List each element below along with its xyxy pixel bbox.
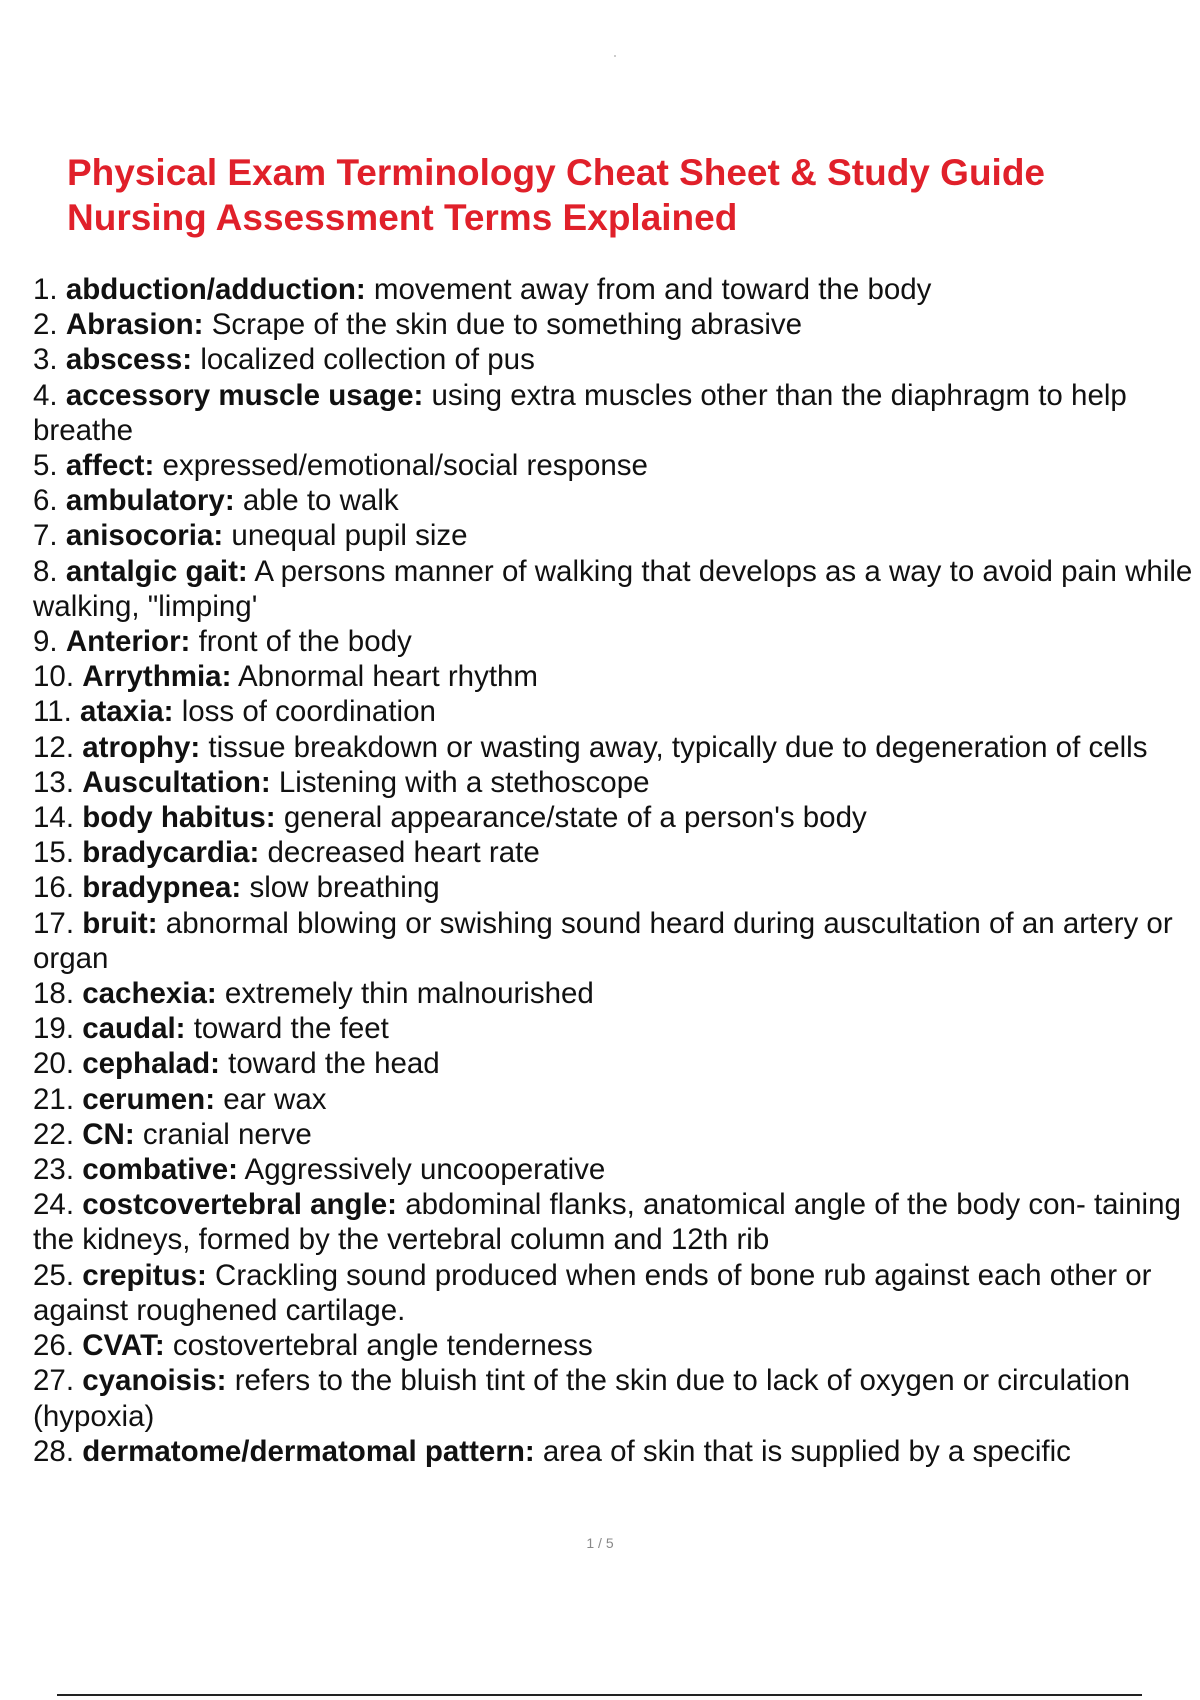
term-number: 23. — [33, 1153, 75, 1187]
term-number: 18. — [33, 977, 75, 1011]
term-name: affect: — [65, 449, 155, 483]
term-definition: area of skin that is supplied by a specific — [542, 1434, 1071, 1468]
list-item — [33, 342, 1198, 377]
term-name: caudal: — [82, 1012, 186, 1046]
term-number: 10. — [33, 660, 75, 694]
term-name: dermatome/dermatomal pattern: — [82, 1434, 535, 1468]
list-item — [33, 1434, 1198, 1469]
term-number: 16. — [33, 871, 75, 905]
term-number: 26. — [33, 1329, 75, 1363]
term-number: 3. — [33, 343, 58, 377]
term-number: 25. — [33, 1258, 75, 1292]
term-definition: Listening with a stethoscope — [278, 765, 650, 799]
list-item — [33, 1117, 1198, 1152]
term-definition: general appearance/state of a person's body — [283, 801, 867, 835]
list-item — [33, 1363, 1198, 1433]
list-item — [33, 554, 1198, 624]
list-item — [33, 800, 1198, 835]
term-definition: toward the feet — [193, 1012, 389, 1046]
list-item — [33, 378, 1198, 448]
term-number: 6. — [33, 484, 58, 518]
term-name: bradypnea: — [82, 871, 242, 905]
list-item — [33, 730, 1198, 765]
term-name: Anterior: — [65, 625, 191, 659]
term-name: ambulatory: — [65, 484, 235, 518]
list-item — [33, 272, 1198, 307]
term-name: CVAT: — [82, 1329, 165, 1363]
term-name: Arrythmia: — [82, 660, 232, 694]
list-item — [33, 906, 1198, 976]
list-item — [33, 659, 1198, 694]
term-definition: loss of coordination — [181, 695, 436, 729]
term-definition: toward the head — [228, 1047, 440, 1081]
term-definition: able to walk — [242, 484, 399, 518]
term-number: 12. — [33, 730, 75, 764]
term-number: 28. — [33, 1434, 75, 1468]
list-item — [33, 1152, 1198, 1187]
term-definition: costovertebral angle tenderness — [172, 1329, 593, 1363]
term-number: 24. — [33, 1188, 75, 1222]
term-definition: localized collection of pus — [200, 343, 535, 377]
term-definition: extremely thin malnourished — [224, 977, 594, 1011]
term-definition: Crackling sound produced when ends of bone rub against each other or against roughened cartilage. — [33, 1258, 1152, 1327]
list-item — [33, 1046, 1198, 1081]
page-number: 1 / 5 — [586, 1535, 614, 1551]
term-number: 21. — [33, 1082, 75, 1116]
list-item — [33, 448, 1198, 483]
term-name: combative: — [82, 1153, 238, 1187]
list-item — [33, 1187, 1198, 1257]
term-definition: using extra muscles other than the diaphragm to help breathe — [33, 378, 1127, 447]
term-number: 14. — [33, 801, 75, 835]
term-definition: movement away from and toward the body — [373, 273, 932, 306]
term-definition: decreased heart rate — [267, 836, 540, 870]
term-number: 17. — [33, 906, 75, 940]
term-name: anisocoria: — [65, 519, 224, 553]
list-item — [33, 835, 1198, 870]
term-number: 27. — [33, 1364, 75, 1398]
list-item — [33, 765, 1198, 800]
term-name: cachexia: — [82, 977, 217, 1011]
list-item — [33, 624, 1198, 659]
term-number: 4. — [33, 378, 58, 412]
term-number: 9. — [33, 625, 58, 659]
term-number: 11. — [33, 695, 72, 729]
list-item — [33, 976, 1198, 1011]
term-definition: tissue breakdown or wasting away, typically due to degeneration of cells — [208, 730, 1148, 764]
term-definition: A persons manner of walking that develops as a way to avoid pain while walking, "limping' — [33, 554, 1193, 623]
term-name: abscess: — [65, 343, 193, 377]
term-definition: abnormal blowing or swishing sound heard during auscultation of an artery or organ — [33, 906, 1173, 975]
list-item — [33, 694, 1198, 729]
term-definition: Aggressively uncooperative — [244, 1153, 606, 1187]
term-number: 7. — [33, 519, 58, 553]
term-definition: expressed/emotional/social response — [162, 449, 648, 483]
term-number: 20. — [33, 1047, 75, 1081]
title-line-2: Nursing Assessment Terms Explained — [67, 197, 738, 238]
term-name: atrophy: — [82, 730, 201, 764]
term-name: body habitus: — [82, 801, 276, 835]
term-definition: cranial nerve — [142, 1117, 312, 1151]
footer-divider — [57, 1694, 1142, 1696]
list-item — [33, 1328, 1198, 1363]
term-number: 8. — [33, 554, 58, 588]
term-number: 5. — [33, 449, 58, 483]
term-definition: abdominal flanks, anatomical angle of the body con- taining the kidneys, formed by the vertebral column and 12th rib — [33, 1188, 1181, 1257]
term-definition: slow breathing — [249, 871, 440, 905]
title-line-1: Physical Exam Terminology Cheat Sheet & Study Guide — [67, 152, 1046, 193]
term-name: bruit: — [82, 906, 158, 940]
term-number: 2. — [33, 308, 58, 342]
term-name: antalgic gait: — [65, 554, 248, 588]
term-number: 22. — [33, 1117, 75, 1151]
term-number: 13. — [33, 765, 75, 799]
list-item — [33, 518, 1198, 553]
term-name: ataxia: — [80, 695, 174, 729]
term-name: cyanoisis: — [82, 1364, 227, 1398]
term-name: bradycardia: — [82, 836, 260, 870]
term-name: Abrasion: — [65, 308, 204, 342]
term-definition: refers to the bluish tint of the skin due to lack of oxygen or circulation (hypoxia) — [33, 1364, 1131, 1433]
document-title — [67, 150, 1147, 240]
list-item — [33, 870, 1198, 905]
term-definition: Abnormal heart rhythm — [237, 660, 539, 694]
term-name: cerumen: — [82, 1082, 216, 1116]
term-definition: unequal pupil size — [231, 519, 468, 553]
page-mark — [614, 55, 616, 57]
term-number: 19. — [33, 1012, 75, 1046]
term-definition: ear wax — [223, 1082, 327, 1116]
term-name: costcovertebral angle: — [82, 1188, 397, 1222]
term-name: abduction/adduction: — [65, 273, 366, 306]
list-item — [33, 483, 1198, 518]
term-number: 1. — [33, 273, 58, 306]
list-item — [33, 1011, 1198, 1046]
term-definition: Scrape of the skin due to something abrasive — [211, 308, 803, 342]
list-item — [33, 307, 1198, 342]
term-name: crepitus: — [82, 1258, 207, 1292]
terms-list — [33, 272, 1198, 1469]
term-name: accessory muscle usage: — [65, 378, 424, 412]
term-name: CN: — [82, 1117, 135, 1151]
term-number: 15. — [33, 836, 75, 870]
list-item — [33, 1082, 1198, 1117]
term-name: Auscultation: — [82, 765, 271, 799]
term-name: cephalad: — [82, 1047, 220, 1081]
list-item — [33, 1258, 1198, 1328]
term-definition: front of the body — [198, 625, 412, 659]
